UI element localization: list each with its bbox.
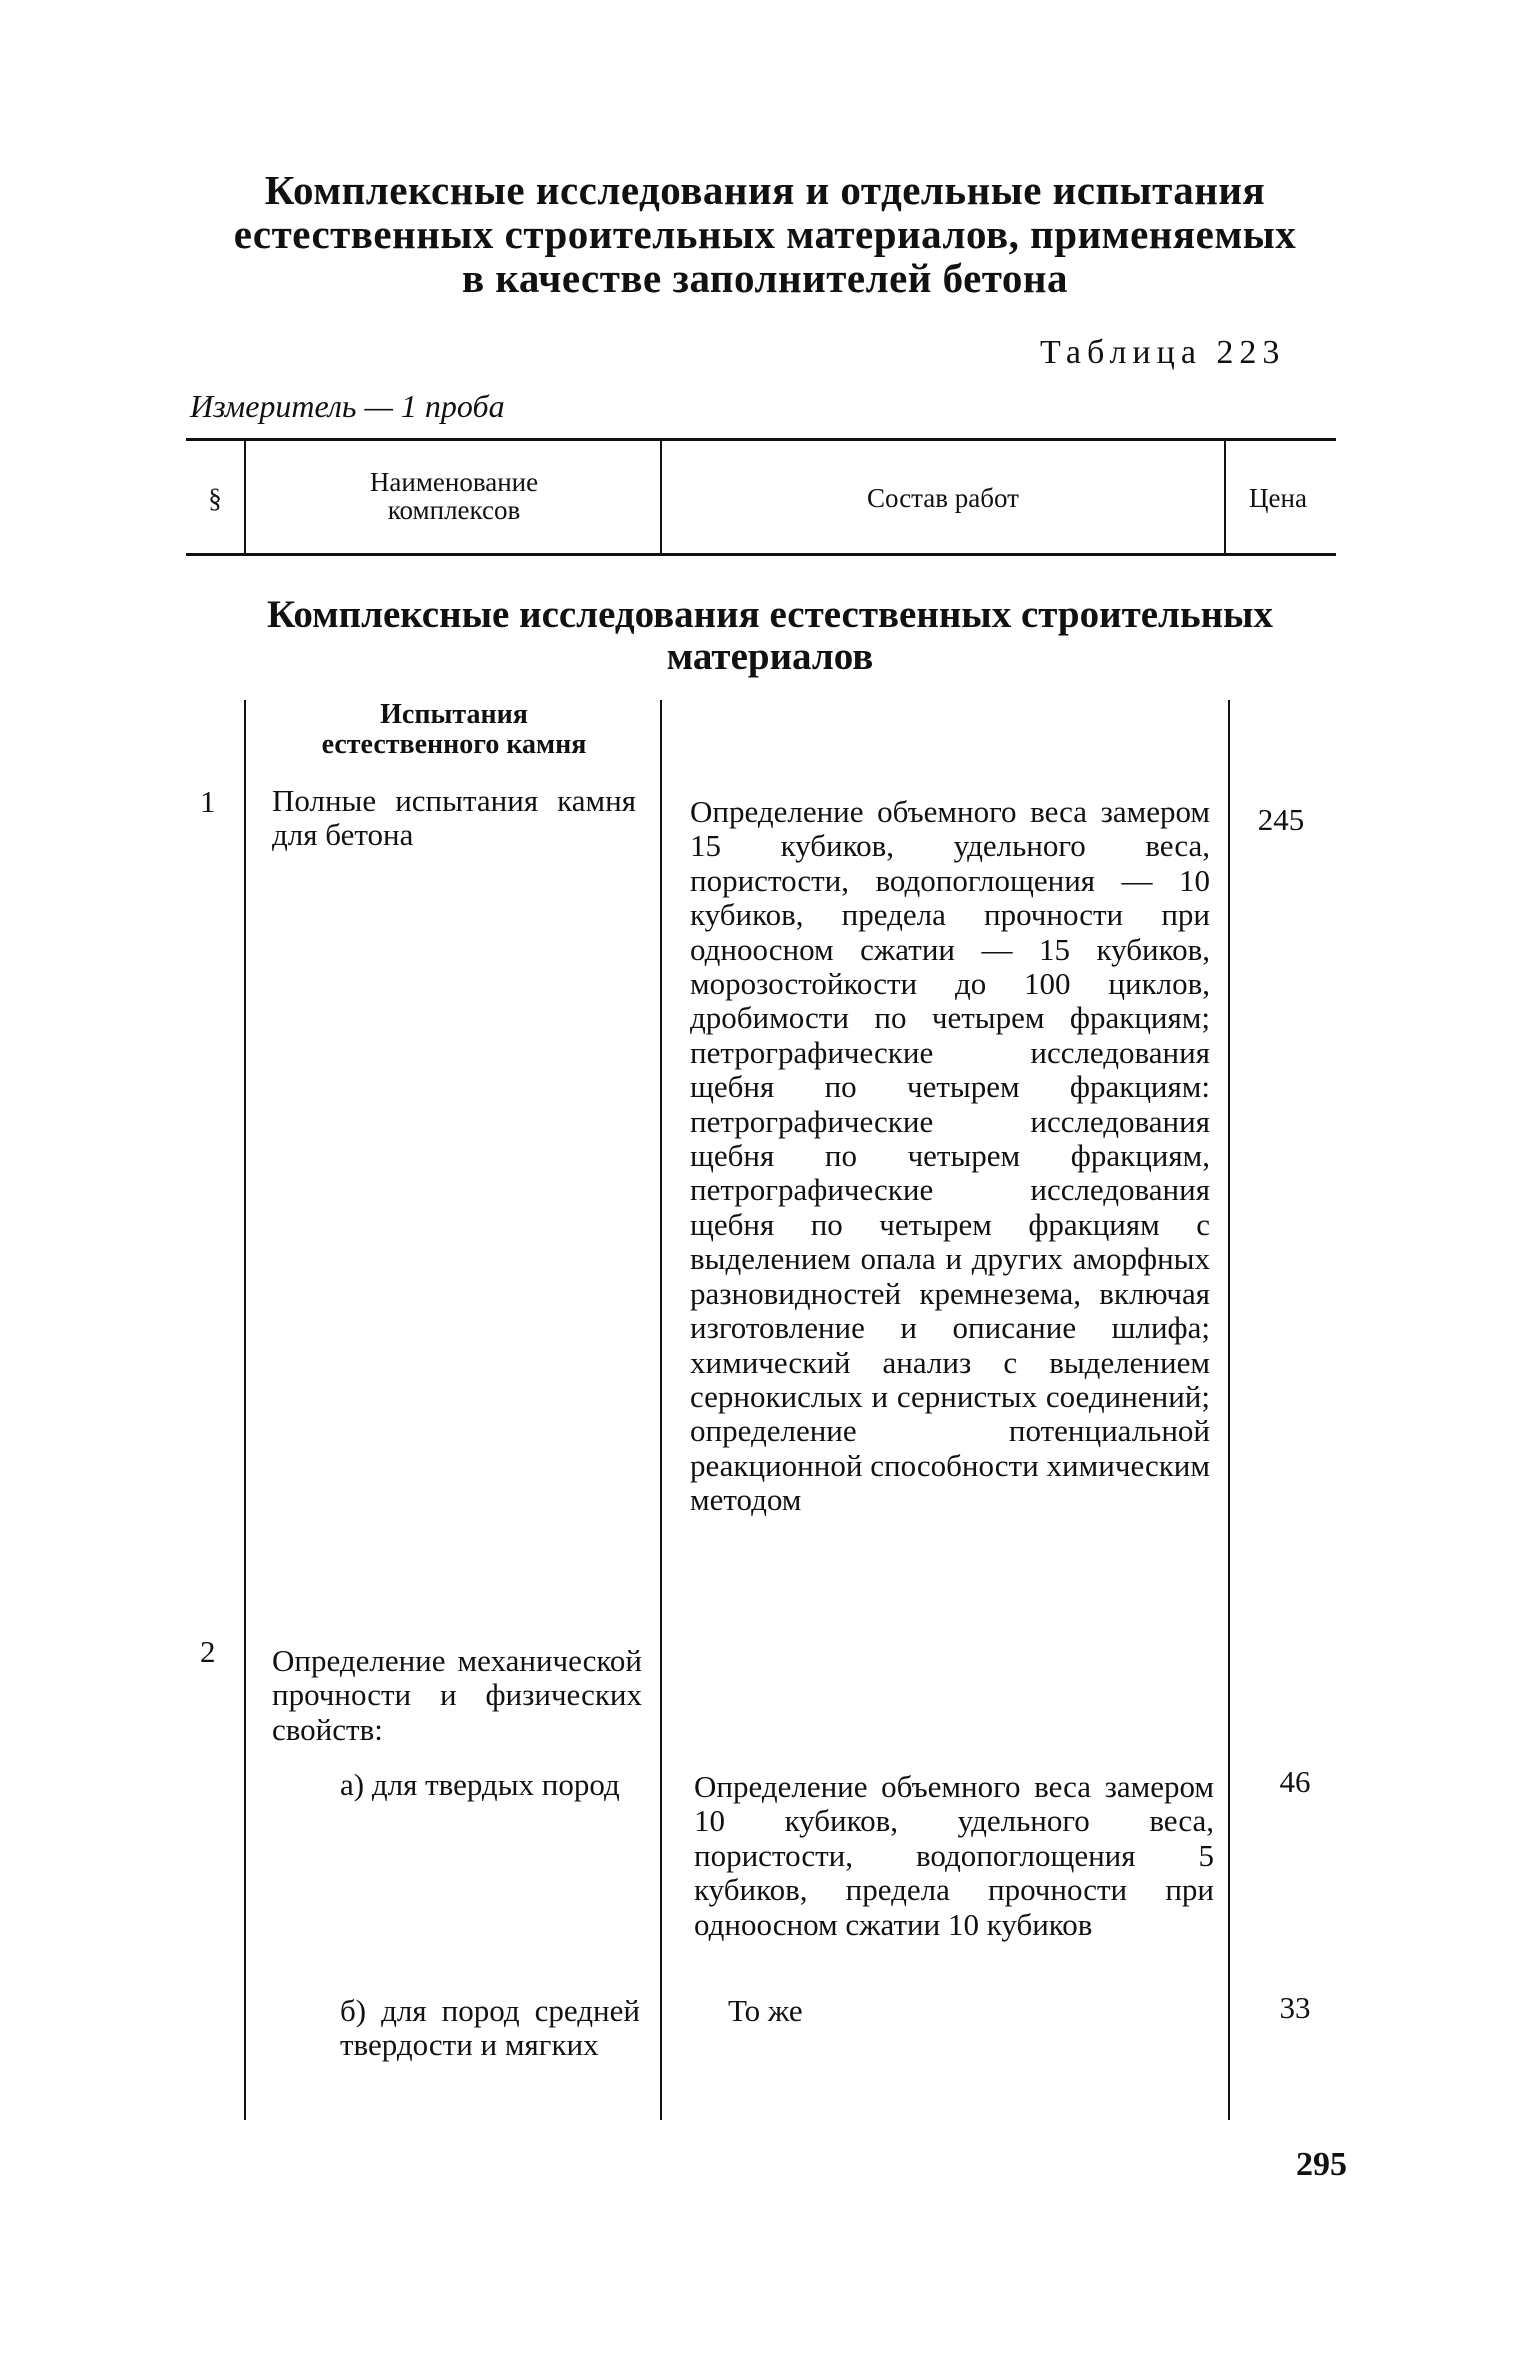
row-2b-name: б) для пород средней твердости и мягких — [340, 1993, 640, 2063]
page-title — [150, 168, 1380, 300]
row-2b-works: То же — [728, 1993, 803, 2028]
header-divider-1 — [244, 440, 246, 553]
subheading — [268, 700, 640, 760]
title-line-1: Комплексные исследования и отдельные испытания — [264, 167, 1266, 213]
row-2a-name: а) для твердых пород — [340, 1767, 620, 1802]
header-divider-2 — [660, 440, 662, 553]
header-bottom-rule — [186, 553, 1336, 556]
body-divider-1 — [244, 700, 246, 2120]
row-1-works: Определение объемного веса замером 15 кубиков, удельного веса, пористости, водопоглощения — 10 кубиков, предела прочности при одноосном сжатии — 15 кубиков, морозостойкости до 100 циклов, дробимости по четырем фракциям; петрографические исследования щебня по четырем фракциям: петрографические исследования щебня по четырем фракциям, петрографические исследования щебня по четырем фракциям с выделением опала и других аморфных разновидностей кремнезема, включая изготовление и описание шлифа; химический анализ с выделением сернокислых и сернистых соединений; определение потенциальной реакционной способности химическим методом — [690, 794, 1210, 1518]
header-name-column — [250, 468, 658, 524]
header-name-line-2: комплексов — [387, 495, 521, 525]
header-top-rule — [186, 438, 1336, 441]
row-2a-works: Определение объемного веса замером 10 кубиков, удельного веса, пористости, водопоглощения 5 кубиков, предела прочности при одноосном сжатии 10 кубиков — [694, 1769, 1214, 1942]
row-2-number: 2 — [200, 1634, 216, 1669]
section-heading-line-1: Комплексные исследования естественных строительных — [266, 593, 1273, 636]
header-name-line-1: Наименование — [369, 467, 539, 497]
row-1-price: 245 — [1257, 802, 1305, 837]
header-works-column: Состав работ — [867, 483, 1019, 513]
row-2b-price: 33 — [1279, 1990, 1311, 2025]
body-divider-3 — [1228, 700, 1230, 2120]
table-label: Таблица 223 — [1040, 334, 1286, 371]
header-section-symbol: § — [208, 483, 222, 513]
header-price-column: Цена — [1249, 483, 1307, 513]
measure-unit: Измеритель — 1 проба — [190, 388, 505, 424]
row-2a-price: 46 — [1279, 1764, 1311, 1799]
title-line-2: естественных строительных материалов, применяемых — [233, 211, 1297, 257]
subheading-line-2: естественного камня — [321, 729, 587, 760]
section-heading-line-2: материалов — [666, 635, 874, 678]
row-1-number: 1 — [200, 784, 216, 819]
header-divider-3 — [1224, 440, 1226, 553]
row-1-name: Полные испытания камня для бетона — [272, 783, 636, 853]
section-heading — [180, 594, 1360, 678]
body-divider-2 — [660, 700, 662, 2120]
row-2-name: Определение механической прочности и физических свойств: — [272, 1643, 642, 1747]
page-number: 295 — [1296, 2146, 1347, 2183]
title-line-3: в качестве заполнителей бетона — [461, 255, 1069, 301]
subheading-line-1: Испытания — [380, 699, 528, 730]
